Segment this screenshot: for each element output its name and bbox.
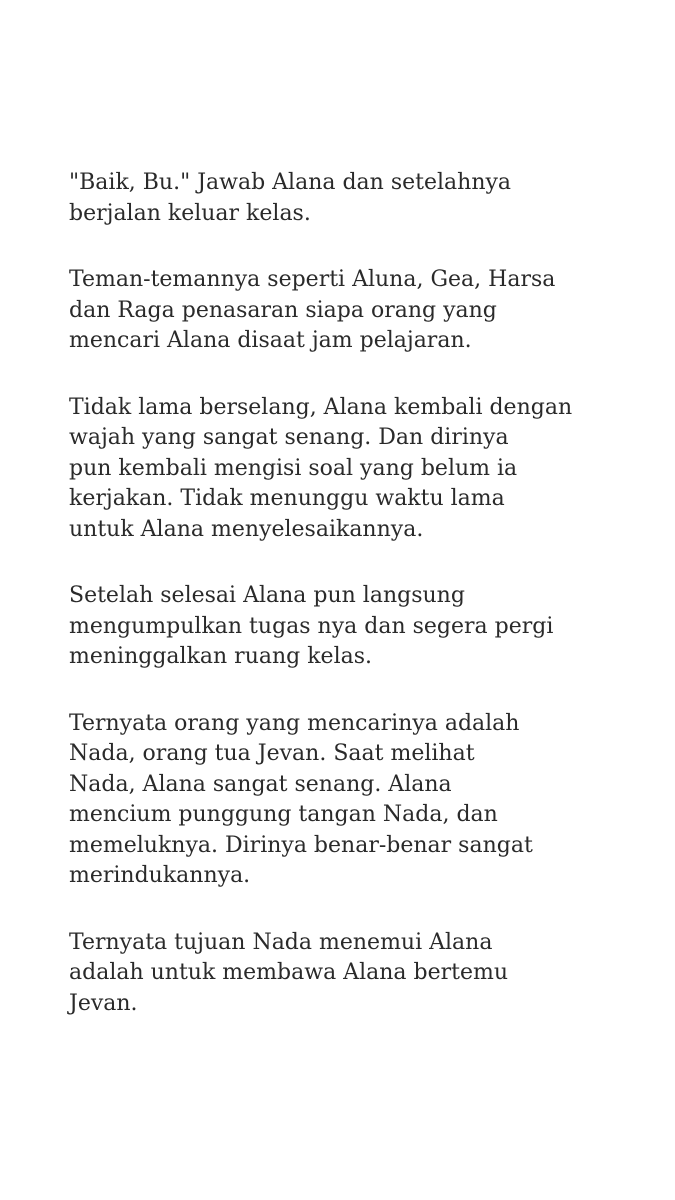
text-line: adalah untuk membawa Alana bertemu (69, 960, 509, 985)
text-line: wajah yang sangat senang. Dan dirinya (69, 425, 509, 450)
paragraph-4 (69, 581, 649, 673)
text-line: Ternyata orang yang mencarinya adalah (69, 710, 520, 736)
text-line: berjalan keluar kelas. (69, 200, 311, 226)
text-line: untuk Alana menyelesaikannya. (69, 516, 424, 542)
text-line: mencari Alana disaat jam pelajaran. (69, 328, 472, 353)
text-line: Setelah selesai Alana pun langsung (69, 583, 465, 608)
text-line: Teman-temannya seperti Aluna, Gea, Harsa (69, 267, 556, 292)
text-line: kerjakan. Tidak menunggu waktu lama (69, 486, 505, 511)
text-line: merindukannya. (69, 863, 251, 888)
text-line: memeluknya. Dirinya benar-benar sangat (69, 832, 533, 858)
paragraph-2 (69, 265, 649, 357)
paragraph-3 (69, 393, 649, 546)
text-line: Nada, Alana sangat senang. Alana (69, 771, 452, 797)
text-line: pun kembali mengisi soal yang belum ia (69, 455, 518, 481)
text-line: Ternyata tujuan Nada menemui Alana (69, 929, 493, 955)
paragraph-6 (69, 928, 649, 1020)
text-line: Jevan. (69, 990, 138, 1016)
text-line: meninggalkan ruang kelas. (69, 644, 373, 669)
text-line: Nada, orang tua Jevan. Saat melihat (69, 741, 475, 766)
paragraph-1 (69, 168, 649, 229)
paragraph-5 (69, 709, 649, 892)
text-line: "Baik, Bu." Jawab Alana dan setelahnya (69, 170, 512, 195)
story-text (69, 168, 649, 1055)
text-line: Tidak lama berselang, Alana kembali dengan (69, 394, 573, 420)
text-line: mencium punggung tangan Nada, dan (69, 802, 498, 827)
text-line: mengumpulkan tugas nya dan segera pergi (69, 613, 554, 639)
text-line: dan Raga penasaran siapa orang yang (69, 297, 497, 323)
